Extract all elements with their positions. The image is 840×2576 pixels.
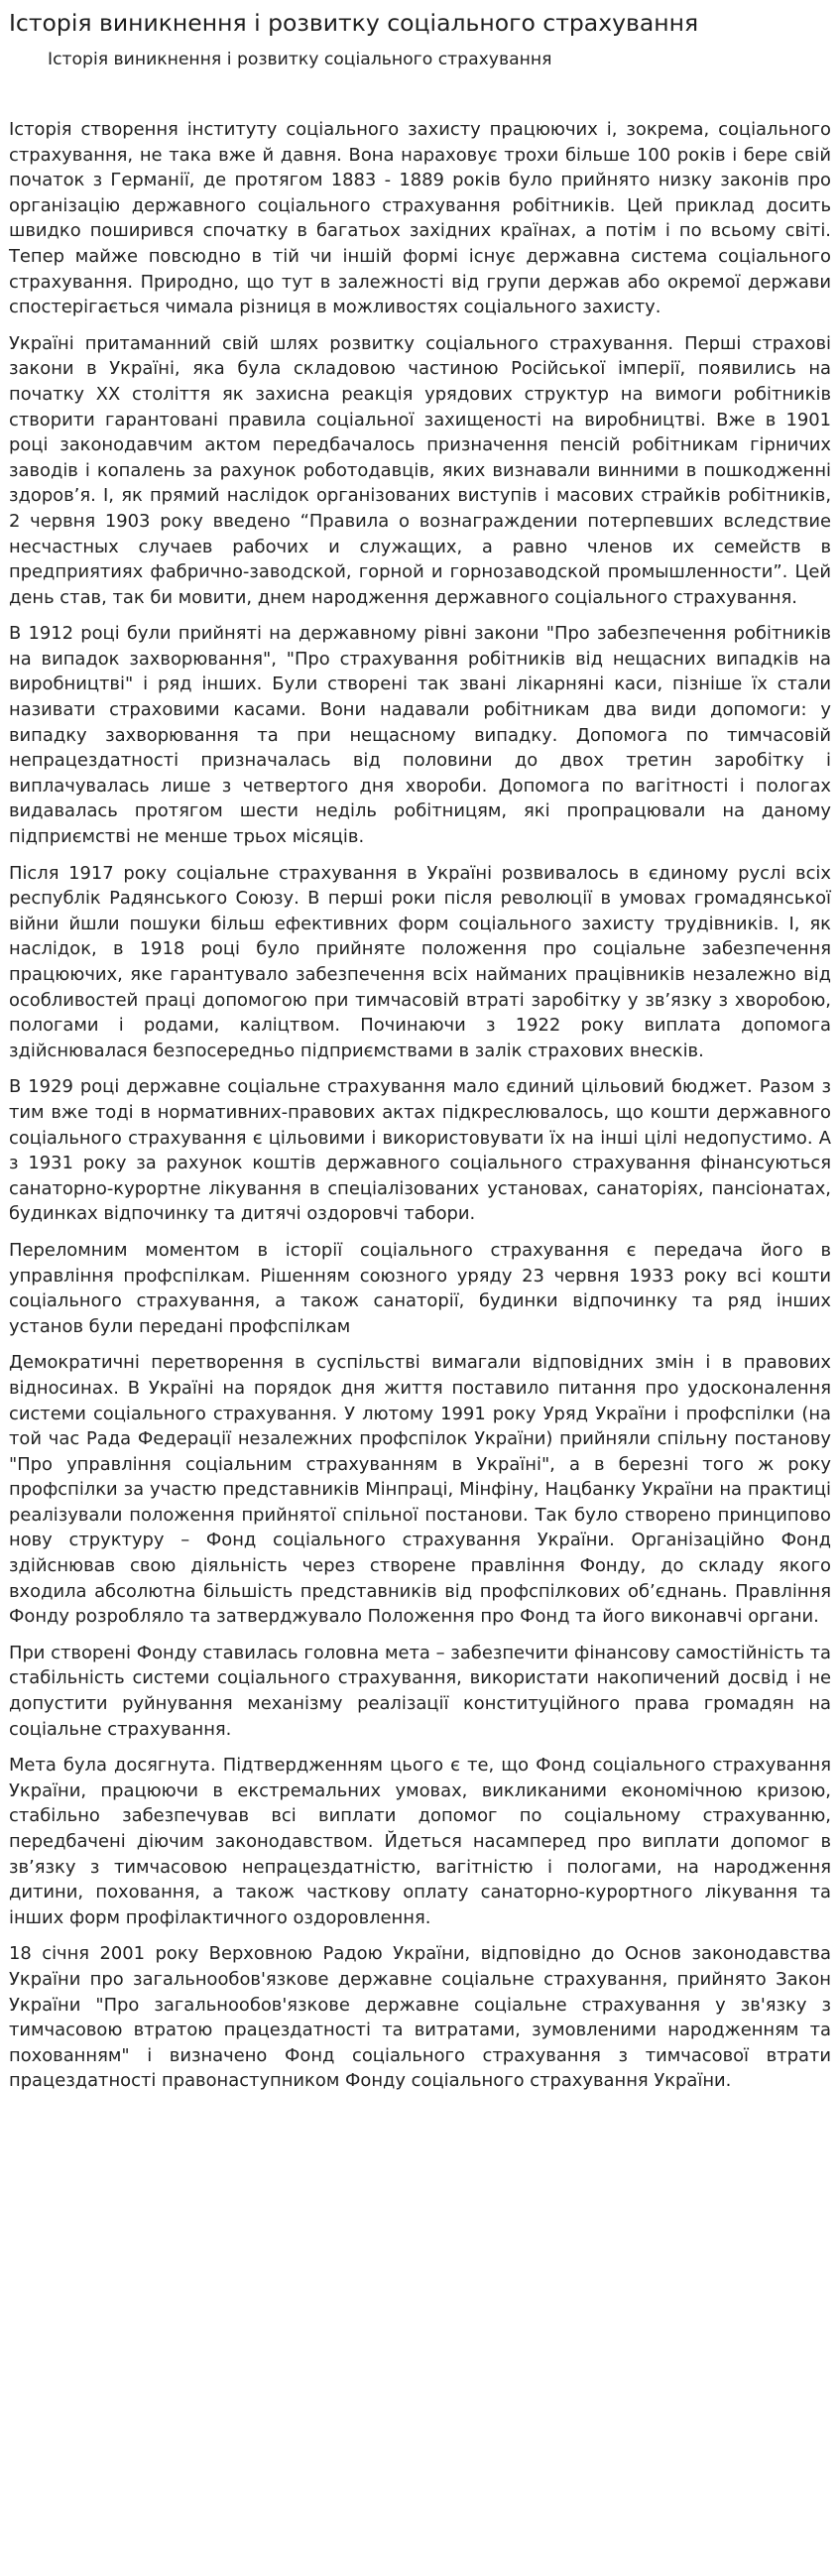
article-paragraph: В 1929 році державне соціальне страхування мало єдиний цільовий бюджет. Разом з тим вже тоді в нормативних-правових актах підкреслювалось, що кошти державного соціального страхування є цільовими і використовувати їх на інші цілі недопустимо. А з 1931 року за рахунок коштів державного соціального страхування фінансуються санаторно-курортне лікування в спеціалізованих установах, санаторіях, пансіонатах, будинках відпочинку та дитячі оздоровчі табори. [9, 1076, 831, 1225]
page-title: Історія виникнення і розвитку соціального страхування [9, 9, 699, 37]
article-paragraph: Мета була досягнута. Підтвердженням цього є те, що Фонд соціального страхування України, працюючи в екстремальних умовах, викликаними економічною кризою, стабільно забезпечував всі виплати допомог по соціальному страхуванню, передбачені діючим законодавством. Йдеться насамперед про виплати допомог в зв’язку з тимчасовою непрацездатністю, вагітністю і пологами, на народження дитини, поховання, а також часткову оплату санаторно-курортного лікування та інших форм профілактичного оздоровлення. [9, 1755, 831, 1928]
article-paragraph: В 1912 році були прийняті на державному рівні закони "Про забезпечення робітників на випадок захворювання", "Про страхування робітників від нещасних випадків на виробництві" і ряд інших. Були створені так звані лікарняні каси, пізніше їх стали називати страховими касами. Вони надавали робітникам два види допомоги: у випадку захворювання та при нещасному випадку. Допомога по тимчасовій непрацездатності призначалась від половини до двох третин заробітку і виплачувалась лише з четвертого дня хвороби. Допомога по вагітності і пологах видавалась протягом шести неділь робітницям, які пропрацювали на даному підприємстві не менше трьох місяців. [9, 623, 831, 848]
article-paragraph: Демократичні перетворення в суспільстві вимагали відповідних змін і в правових відносинах. В Україні на порядок дня життя поставило питання про удосконалення системи соціального страхування. У лютому 1991 року Уряд України і профспілки (на той час Рада Федерації незалежних профспілок України) прийняли спільну постанову "Про управління соціальним страхуванням в Україні", а в березні того ж року профспілки за участю представників Мінпраці, Мінфіну, Нацбанку України на практиці реалізували положення прийнятої спільної постанови. Так було створено принципово нову структуру – Фонд соціального страхування України. Організаційно Фонд здійснював свою діяльність через створене правління Фонду, до складу якого входила абсолютна більшість представників від профспілкових об’єднань. Правління Фонду розробляло та затверджувало Положення про Фонд та його виконавчі органи. [9, 1352, 831, 1628]
article-paragraph: Після 1917 року соціальне страхування в Україні розвивалось в єдиному руслі всіх республік Радянського Союзу. В перші роки після революції в умовах громадянської війни йшли пошуки більш ефективних форм соціального захисту трудівників. І, як наслідок, в 1918 році було прийняте положення про соціальне забезпечення працюючих, яке гарантувало забезпечення всіх найманих працівників незалежно від особливостей праці допомогою при тимчасовій втраті заробітку у зв’язку з хворобою, пологами і родами, каліцтвом. Починаючи з 1922 року виплата допомога здійснювалася безпосередньо підприємствами в залік страхових внесків. [9, 862, 831, 1061]
article-paragraph: Історія створення інституту соціального захисту працюючих і, зокрема, соціального страхування, не така вже й давня. Вона нараховує трохи більше 100 років і бере свій початок з Германії, де протягом 1883 - 1889 років було прийнято низку законів про організацію державного соціального страхування робітників. Цей приклад досить швидко поширився спочатку в багатьох західних країнах, а потім і по всьому світі. Тепер майже повсюдно в тій чи іншій формі існує державна система соціального страхування. Природно, що тут в залежності від групи держав або окремої держави спостерігається чимала різниця в можливостях соціального захисту. [9, 119, 831, 318]
article-paragraph: При створені Фонду ставилась головна мета – забезпечити фінансову самостійність та стабільність системи соціального страхування, використати накопичений досвід і не допустити руйнування механізму реалізації конституційного права громадян на соціальне страхування. [9, 1642, 831, 1740]
article-body [9, 117, 831, 2094]
page-subtitle: Історія виникнення і розвитку соціального страхування [48, 50, 552, 69]
article-paragraph: Україні притаманний свій шлях розвитку соціального страхування. Перші страхові закони в Україні, яка була складовою частиною Російської імперії, появились на початку ХХ століття як захисна реакція урядових структур на вимоги робітників створити гарантовані правила соціальної захищеності на виробництві. Вже в 1901 році законодавчим актом передбачалось призначення пенсій робітникам гірничих заводів і копалень за рахунок роботодавців, яких визнавали винними в пошкодженні здоров’я. І, як прямий наслідок організованих виступів і масових страйків робітників, 2 червня 1903 року введено “Правила о вознаграждении потерпевших вследствие несчастных случаев рабочих и служащих, а равно членов их семейств в предприятиях фабрично-заводской, горной и горнозаводской промышленности”. Цей день став, так би мовити, днем народження державного соціального страхування. [9, 332, 831, 608]
article-paragraph: Переломним моментом в історії соціального страхування є передача його в управління профспілкам. Рішенням союзного уряду 23 червня 1933 року всі кошти соціального страхування, а також санаторії, будинки відпочинку та ряд інших установ були передані профспілкам [9, 1239, 831, 1337]
article-paragraph: 18 січня 2001 року Верховною Радою України, відповідно до Основ законодавства України про загальнообов'язкове державне соціальне страхування, прийнято Закон України "Про загальнообов'язкове державне соціальне страхування у зв'язку з тимчасовою втратою працездатності та витратами, зумовленими народженням та похованням" і визначено Фонд соціального страхування з тимчасової втрати працездатності правонаступником Фонду соціального страхування України. [9, 1943, 831, 2092]
